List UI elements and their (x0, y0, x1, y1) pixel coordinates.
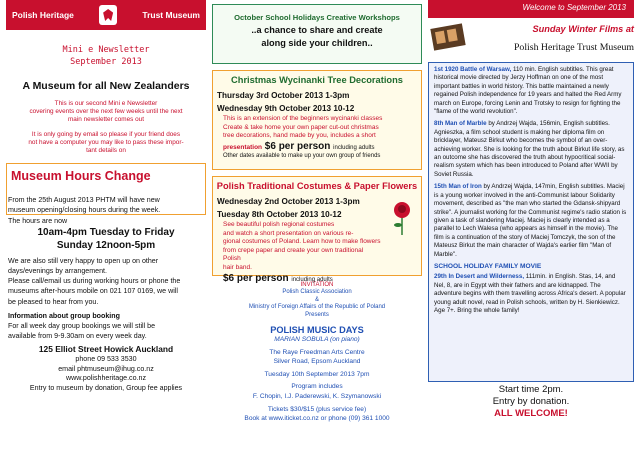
sunday-films-heading: Sunday Winter Films at (532, 24, 634, 34)
film-strip-icon (430, 22, 466, 52)
website-link[interactable]: www.polishheritage.co.nz (65, 374, 147, 383)
museum-nz-heading: A Museum for all New Zealanders (22, 80, 190, 92)
open-paragraph: We are also still very happy to open up on other days/evenings by arrangement. Please call/email us during working hours or phone the museums after-hours mobile on 021 107 0169, we will be pleased to hear from you. (8, 256, 181, 306)
film-item: 15th Man of Iron by Andrzej Wajda, 147min, English subtitles. Maciej is a young worker involved in the anti-Communist labour Solidarity movement, described as "the man who started the Gdansk-shipyard strike". A journalist working for the Communist regime's radio station is given a task of slandering Maciej. Maciej is clearly intended as a parallel to Lech Walesa (who appears as himself in the movie). The film is a continuation of the story of Maciej Tomczyk, the son of the Mateusz Birkut the main character of Wajda's earlier film "Man of Marble". (434, 183, 627, 258)
costumes-desc: See beautiful polish regional costumes and watch a short presentation on various re- gional costumes of Poland. Learn how to make flowers from crepe paper and create your own traditional Polish hair band. (223, 221, 381, 271)
header-bar (6, 0, 206, 30)
costumes-heading: Polish Traditional Costumes & Paper Flowers (216, 181, 418, 191)
booking-link[interactable]: Book at www.iticket.co.nz or phone (09) 361 1000 (244, 415, 390, 423)
hours-heading: Museum Hours Change (11, 169, 151, 184)
eagle-emblem-icon (99, 5, 117, 25)
middle-column (212, 0, 422, 424)
welcome-bar: Welcome to September 2013 (428, 0, 634, 18)
hours-paragraph: From the 25th August 2013 PHTM will have new museum opening/closing hours during the week. The hours are now (8, 196, 161, 225)
wycinanki-desc: This is an extension of the beginners wycinanki classes Create & take home your own paper cut-out christmas tree decorations, hand made by you, includes a short (223, 115, 383, 140)
header-right-text: Trust Museum (142, 10, 200, 20)
header-left-text: Polish Heritage (12, 10, 74, 20)
invitation-block: INVITATION Polish Classic Association & Ministry of Foreign Affairs of the Republic of Poland Presents (248, 282, 386, 318)
right-column (428, 0, 634, 452)
left-column (6, 0, 206, 393)
costumes-box: Polish Traditional Costumes & Paper Flowers Wednesday 2nd October 2013 1-3pm Tuesday 8th October 2013 10-12 See beautiful polish regional costumes and watch a short presentation on various re- gional costumes of Poland. Learn how to make flowers from crepe paper and create your own traditional Polish hair band. $6 per person including adults (212, 176, 422, 276)
group-heading: Information about group booking (8, 311, 120, 320)
film-item: 29th In Desert and Wilderness, 111min. in English. Stas, 14, and Nel, 8, are in Egypt with their fathers and are kidnapped. The adventure begins with them travelling across Africa's desert. A popular young adult novel, read in Polish schools, written by H. Sienkiewicz. Age 7+. Bring the whole family! (434, 273, 626, 314)
email-note: It is only going by email so please if your friend does not have a computer you may like to pass these impor- tant details on (28, 130, 184, 155)
start-info: Start time 2pm. Entry by donation. ALL WELCOME! (492, 384, 570, 419)
music-details: MARIAN SOBULA (on piano) The Raye Freedman Arts Centre Silver Road, Epsom Auckland Tuesday 10th September 2013 7pm Program includes F. Chopin, I.J. Paderewski, K. Szymanowski Tickets $30/$15 (plus service fee) Book at www.iticket.co.nz or phone (09) 361 1000 (212, 335, 422, 424)
wycinanki-heading: Christmas Wycinanki Tree Decorations (231, 75, 403, 85)
hours-time-1: 10am-4pm Tuesday to Friday (37, 226, 175, 238)
address-block: 125 Elliot Street Howick Auckland phone 09 533 3530 email phtmuseum@ihug.co.nz www.polishheritage.co.nz Entry to museum by donation, Group fee applies (6, 345, 206, 393)
family-movie-heading: SCHOOL HOLIDAY FAMILY MOVIE (434, 262, 542, 270)
museum-name: Polish Heritage Trust Museum (513, 42, 634, 53)
films-box (428, 62, 634, 382)
group-paragraph: For all week day group bookings we will still be available from 9-9.30am on every week day. (8, 322, 156, 341)
rose-icon (389, 201, 415, 235)
email-link[interactable]: email phtmuseum@ihug.co.nz (58, 364, 154, 373)
intro-text: This is our second Mini e Newsletter covering events over the next few weeks until the next main newsletter comes out (29, 100, 183, 124)
film-item: 8th Man of Marble by Andrzej Wajda, 156min, English subtitles. Agnieszka, a film school student is making her diploma film on bricklayer, Mateusz Birkut who becomes the symbol of an over-achieving worker. She is looking for the truth about Birkut life story, as an outcome she has discovered the truth about hypocritical social-realism system which has been introduced to Poland after WWII by Soviet Russia. (434, 120, 625, 178)
workshops-box: October School Holidays Creative Workshops ..a chance to share and create along side your children.. (212, 4, 422, 64)
hours-time-2: Sunday 12noon-5pm (56, 239, 156, 251)
film-item: 1st 1920 Battle of Warsaw, 110 min. English subtitles. This great historical movie directed by Jerzy Hoffman on one of the most important battles in world history. This battle maintained a newly regained Polish independence for 19 years and halted the Red Army march on Europe, forcing Lenin and Trotsky to resign for fighting the "flame of the world revolution". (434, 66, 622, 116)
newsletter-title: Mini e Newsletter September 2013 (62, 45, 150, 67)
music-heading: POLISH MUSIC DAYS (270, 325, 364, 336)
wycinanki-box: Christmas Wycinanki Tree Decorations Thursday 3rd October 2013 1-3pm Wednesday 9th October 2013 10-12 This is an extension of the beginners wycinanki classes Create & take home your own paper cut-out christmas tree decorations, hand made by you, includes a short presentation $6 per person including adults Other dates available to make up your own group of friends (212, 70, 422, 170)
